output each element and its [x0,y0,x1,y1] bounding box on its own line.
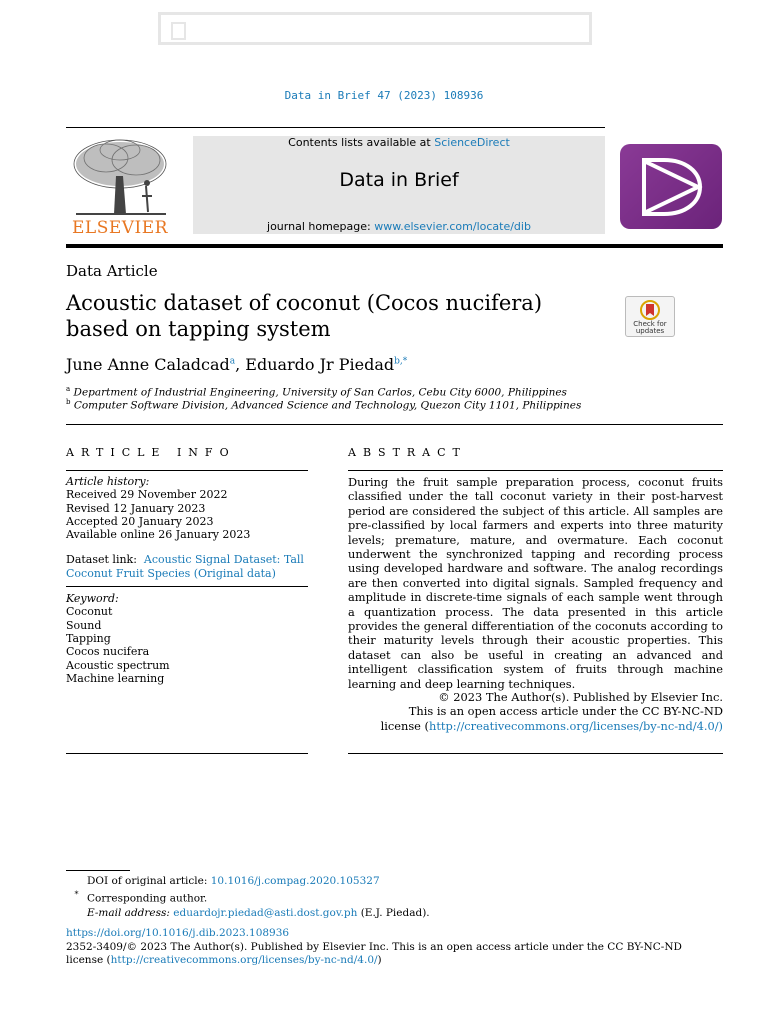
license-suffix: ) [377,954,382,966]
affiliation-mark: a [66,385,71,393]
license-link[interactable]: http://creativecommons.org/licenses/by-nc-nd/4.0/ [428,718,719,733]
email-suffix: (E.J. Piedad). [357,906,430,919]
check-updates-label: Check for updates [633,320,667,335]
history-item: Accepted 20 January 2023 [66,514,214,528]
corresponding-text: Corresponding author. [87,892,208,905]
history-item: Revised 12 January 2023 [66,501,206,515]
affiliation [66,385,567,399]
email-label: E-mail address: [87,906,174,919]
article-title [66,290,606,342]
keyword-item: Sound [66,618,102,632]
author-separator: , [235,355,246,374]
section-rule [66,424,723,425]
license-link[interactable]: http://creativecommons.org/licenses/by-nc-nd/4.0/ [110,954,378,966]
history-item: Received 29 November 2022 [66,488,228,502]
copyright-line: © 2023 The Author(s). Published by Elsevier Inc. [438,690,723,704]
banner-thick-rule [66,244,723,248]
abstract-copyright [348,690,723,733]
article-info-bottom-rule [66,753,308,754]
dataset-link[interactable]: Acoustic Signal Dataset: Tall [143,553,304,567]
article-info-heading: ARTICLE INFO [66,446,236,459]
abstract-bottom-rule [348,753,723,754]
license-url-line [348,719,723,733]
affiliation-mark: b [66,398,71,406]
doi-license-line [66,954,726,968]
rights-line: 2352-3409/© 2023 The Author(s). Published by Elsevier Inc. This is an open access article under the CC BY-NC-ND [66,940,682,953]
elsevier-tree-icon [66,136,174,220]
abstract-text: During the fruit sample preparation process, coconut fruits classified under the tall coconut variety in their post-harvest period are considered the subject of this article. All samples are pre-classified by local farmers and experts into three maturity levels; premature, mature, and overmature. Each coconut underwent the synchronized tapping and recording process using developed hardware and software. The analog recordings are then converted into digital signals. Sampled frequency and amplitude in discrete-time signals of each sample went through a quantization process. The data presented in this article provides the general differentiation of the coconuts according to their maturity levels through their acoustic properties. This dataset can also be useful in creating an advanced and intelligent classification system of fruits through machine learning and deep learning techniques. [348,475,723,691]
dataset-label: Dataset link: [66,553,137,567]
author-affiliation-mark[interactable]: a [229,356,236,367]
original-doi-link[interactable]: 10.1016/j.compag.2020.105327 [210,875,380,887]
article-type: Data Article [66,262,158,280]
contents-prefix: Contents lists available at [288,136,435,149]
license-prefix: license ( [380,718,429,733]
keyword-item: Acoustic spectrum [66,658,170,672]
keyword-item: Machine learning [66,671,165,685]
footnote-rule [66,870,130,871]
author-list [66,355,407,374]
corresponding-mark: * [74,890,79,899]
author-name: Eduardo Jr Piedad [245,355,395,374]
license-suffix: ) [718,718,723,733]
affiliation-text: Department of Industrial Engineering, University of San Carlos, Cebu City 6000, Philippines [73,386,567,399]
bookmark-icon [626,298,674,322]
author-affiliation-mark[interactable]: b,* [394,356,408,367]
history-item: Available online 26 January 2023 [66,528,251,542]
keyword-item: Cocos nucifera [66,645,150,659]
license-line: This is an open access article under the CC BY-NC-ND [408,704,723,719]
homepage-line [193,220,605,233]
email-link[interactable]: eduardojr.piedad@asti.dost.gov.ph [173,906,358,919]
check-for-updates-button[interactable] [625,296,675,337]
affiliation [66,398,581,412]
author-name: June Anne Caladcad [66,355,230,374]
history-label: Article history: [66,475,150,488]
doi-block [66,927,726,968]
article-info-rule [66,470,308,471]
article-info [66,475,308,685]
dataset-link-cont[interactable]: Coconut Fruit Species (Original data) [66,566,276,580]
footnote-corresponding [66,888,430,906]
affiliation-text: Computer Software Division, Advanced Science and Technology, Quezon City 1101, Philippines [73,399,582,412]
homepage-prefix: journal homepage: [267,220,375,233]
keyword-item: Coconut [66,605,113,619]
sciencedirect-link[interactable]: ScienceDirect [434,136,510,149]
abstract-heading: ABSTRACT [348,446,467,459]
elsevier-logo: ELSEVIER [72,218,168,238]
footnote-email [66,906,430,920]
doi-label: DOI of original article: [87,875,211,887]
keyword-item: Tapping [66,631,111,645]
journal-reference-link[interactable]: Data in Brief 47 (2023) 108936 [284,89,484,102]
placeholder-icon [171,22,186,40]
contents-line [193,136,605,149]
title-line-1: Acoustic dataset of coconut (Cocos nucifera) [66,291,543,315]
article-doi-link[interactable]: https://doi.org/10.1016/j.dib.2023.108936 [66,927,290,939]
keyword-label: Keyword: [66,592,119,606]
dataset-line [66,553,308,566]
footnote-doi [66,874,430,888]
license-prefix: license ( [66,954,111,966]
footnotes [66,874,430,920]
homepage-link[interactable]: www.elsevier.com/locate/dib [374,220,531,233]
journal-title: Data in Brief [339,169,459,191]
title-line-2: based on tapping system [66,317,331,341]
abstract-rule [348,470,723,471]
header-rule [66,127,605,128]
top-placeholder-bar [158,12,592,45]
data-in-brief-logo-icon [620,144,722,229]
